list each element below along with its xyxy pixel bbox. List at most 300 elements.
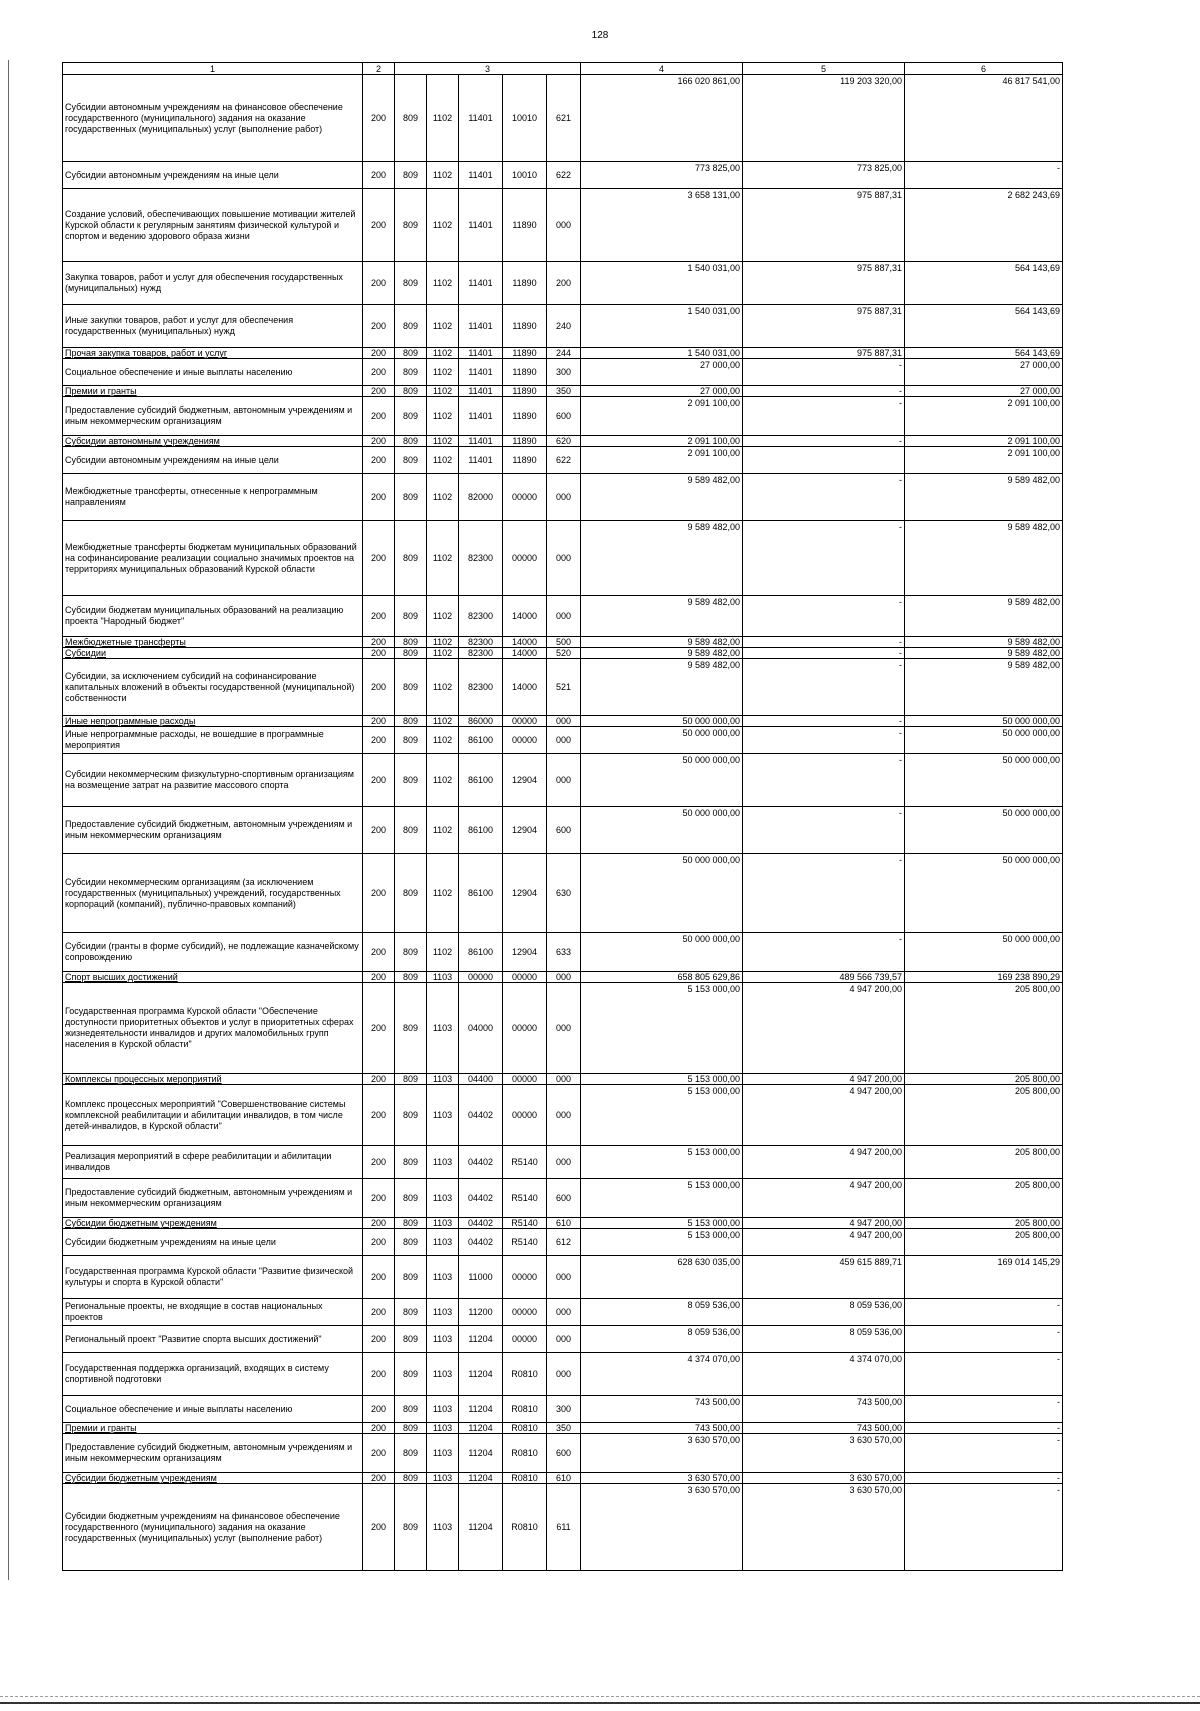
code-col-4: 86100	[459, 854, 503, 933]
code-col-3: 1103	[427, 1218, 459, 1229]
code-col-4: 04402	[459, 1229, 503, 1256]
row-name: Региональные проекты, не входящие в состав национальных проектов	[63, 1299, 363, 1326]
amount-col-6: -	[905, 162, 1063, 189]
code-col-2: 809	[395, 972, 427, 983]
amount-col-5: 743 500,00	[743, 1396, 905, 1423]
table-row	[63, 1218, 1063, 1229]
amount-col-4: 2 091 100,00	[581, 436, 743, 447]
code-col-6: 300	[547, 359, 581, 386]
row-name: Иные непрограммные расходы, не вошедшие в программные мероприятия	[63, 727, 363, 754]
code-col-4: 86100	[459, 807, 503, 854]
code-col-1: 200	[363, 1085, 395, 1146]
amount-col-5: -	[743, 359, 905, 386]
code-col-1: 200	[363, 75, 395, 162]
amount-col-5: 975 887,31	[743, 348, 905, 359]
code-col-2: 809	[395, 716, 427, 727]
code-col-6: 620	[547, 436, 581, 447]
code-col-3: 1103	[427, 1229, 459, 1256]
amount-col-4: 1 540 031,00	[581, 262, 743, 305]
amount-col-4: 4 374 070,00	[581, 1353, 743, 1396]
header-col-1: 1	[63, 63, 363, 75]
code-col-2: 809	[395, 1353, 427, 1396]
code-col-3: 1102	[427, 727, 459, 754]
code-col-1: 200	[363, 983, 395, 1074]
code-col-1: 200	[363, 521, 395, 596]
code-col-6: 000	[547, 754, 581, 807]
table-header-row	[63, 63, 1063, 75]
code-col-1: 200	[363, 474, 395, 521]
code-col-4: 04402	[459, 1085, 503, 1146]
amount-col-6: 2 091 100,00	[905, 397, 1063, 436]
budget-table	[62, 62, 1063, 1571]
amount-col-5: 3 630 570,00	[743, 1473, 905, 1484]
amount-col-5: 3 630 570,00	[743, 1434, 905, 1473]
header-col-6: 6	[905, 63, 1063, 75]
code-col-3: 1102	[427, 397, 459, 436]
code-col-5: R5140	[503, 1179, 547, 1218]
code-col-6: 600	[547, 807, 581, 854]
code-col-6: 244	[547, 348, 581, 359]
row-name: Спорт высших достижений	[63, 972, 363, 983]
amount-col-4: 5 153 000,00	[581, 1146, 743, 1179]
row-name: Субсидии бюджетным учреждениям на финансовое обеспечение государственного (муниципального) задания на оказание государственных (муниципальных) услуг (выполнение работ)	[63, 1484, 363, 1571]
code-col-6: 000	[547, 972, 581, 983]
code-col-6: 000	[547, 1299, 581, 1326]
code-col-5: 00000	[503, 716, 547, 727]
code-col-3: 1102	[427, 262, 459, 305]
amount-col-5: -	[743, 521, 905, 596]
code-col-5: R0810	[503, 1484, 547, 1571]
code-col-3: 1103	[427, 1434, 459, 1473]
table-row	[63, 854, 1063, 933]
amount-col-4: 9 589 482,00	[581, 596, 743, 637]
amount-col-5: 8 059 536,00	[743, 1299, 905, 1326]
amount-col-4: 50 000 000,00	[581, 727, 743, 754]
row-name: Премии и гранты	[63, 386, 363, 397]
code-col-1: 200	[363, 262, 395, 305]
amount-col-5: 4 947 200,00	[743, 1229, 905, 1256]
code-col-6: 300	[547, 1396, 581, 1423]
code-col-2: 809	[395, 521, 427, 596]
amount-col-5: -	[743, 659, 905, 716]
table-row	[63, 1074, 1063, 1085]
code-col-6: 000	[547, 474, 581, 521]
amount-col-5: 4 947 200,00	[743, 1218, 905, 1229]
code-col-5: 00000	[503, 1299, 547, 1326]
code-col-3: 1102	[427, 436, 459, 447]
amount-col-5: 8 059 536,00	[743, 1326, 905, 1353]
code-col-2: 809	[395, 305, 427, 348]
code-col-3: 1103	[427, 1179, 459, 1218]
row-name: Государственная поддержка организаций, входящих в систему спортивной подготовки	[63, 1353, 363, 1396]
code-col-3: 1102	[427, 474, 459, 521]
amount-col-4: 27 000,00	[581, 359, 743, 386]
code-col-5: 00000	[503, 474, 547, 521]
code-col-6: 612	[547, 1229, 581, 1256]
table-row	[63, 1146, 1063, 1179]
code-col-4: 11401	[459, 305, 503, 348]
table-row	[63, 1353, 1063, 1396]
code-col-5: 11890	[503, 359, 547, 386]
amount-col-5: 975 887,31	[743, 305, 905, 348]
code-col-5: 11890	[503, 436, 547, 447]
amount-col-5: -	[743, 754, 905, 807]
row-name: Иные закупки товаров, работ и услуг для обеспечения государственных (муниципальных) нужд	[63, 305, 363, 348]
code-col-2: 809	[395, 1179, 427, 1218]
code-col-6: 240	[547, 305, 581, 348]
code-col-1: 200	[363, 648, 395, 659]
code-col-1: 200	[363, 659, 395, 716]
amount-col-4: 50 000 000,00	[581, 933, 743, 972]
table-row	[63, 359, 1063, 386]
amount-col-4: 5 153 000,00	[581, 1085, 743, 1146]
code-col-2: 809	[395, 386, 427, 397]
code-col-2: 809	[395, 1229, 427, 1256]
code-col-3: 1102	[427, 637, 459, 648]
code-col-6: 000	[547, 727, 581, 754]
code-col-4: 11204	[459, 1484, 503, 1571]
amount-col-6: 50 000 000,00	[905, 727, 1063, 754]
table-row	[63, 716, 1063, 727]
code-col-1: 200	[363, 386, 395, 397]
code-col-2: 809	[395, 596, 427, 637]
code-col-6: 521	[547, 659, 581, 716]
table-row	[63, 1396, 1063, 1423]
code-col-6: 000	[547, 1085, 581, 1146]
code-col-4: 82300	[459, 596, 503, 637]
amount-col-4: 27 000,00	[581, 386, 743, 397]
amount-col-4: 628 630 035,00	[581, 1256, 743, 1299]
code-col-5: 14000	[503, 659, 547, 716]
table-row	[63, 162, 1063, 189]
row-name: Премии и гранты	[63, 1423, 363, 1434]
code-col-2: 809	[395, 75, 427, 162]
code-col-5: R0810	[503, 1473, 547, 1484]
row-name: Прочая закупка товаров, работ и услуг	[63, 348, 363, 359]
amount-col-6: 205 800,00	[905, 983, 1063, 1074]
row-name: Межбюджетные трансферты	[63, 637, 363, 648]
code-col-6: 350	[547, 1423, 581, 1434]
code-col-1: 200	[363, 637, 395, 648]
amount-col-5: 4 947 200,00	[743, 1085, 905, 1146]
code-col-4: 11401	[459, 397, 503, 436]
code-col-3: 1102	[427, 348, 459, 359]
code-col-1: 200	[363, 1326, 395, 1353]
code-col-6: 621	[547, 75, 581, 162]
code-col-1: 200	[363, 727, 395, 754]
code-col-2: 809	[395, 983, 427, 1074]
code-col-1: 200	[363, 447, 395, 474]
code-col-5: 14000	[503, 637, 547, 648]
row-name: Субсидии некоммерческим организациям (за исключением государственных (муниципальных) учреждений, государственных корпораций (компаний), публично-правовых компаний)	[63, 854, 363, 933]
row-name: Субсидии автономным учреждениям на финансовое обеспечение государственного (муниципального) задания на оказание государственных (муниципальных) услуг (выполнение работ)	[63, 75, 363, 162]
code-col-5: 11890	[503, 397, 547, 436]
code-col-6: 611	[547, 1484, 581, 1571]
code-col-1: 200	[363, 397, 395, 436]
amount-col-4: 5 153 000,00	[581, 1229, 743, 1256]
amount-col-6: 9 589 482,00	[905, 521, 1063, 596]
code-col-5: R5140	[503, 1229, 547, 1256]
code-col-5: R0810	[503, 1396, 547, 1423]
code-col-3: 1103	[427, 1423, 459, 1434]
amount-col-6: 50 000 000,00	[905, 807, 1063, 854]
amount-col-4: 5 153 000,00	[581, 1218, 743, 1229]
code-col-5: R5140	[503, 1146, 547, 1179]
code-col-1: 200	[363, 162, 395, 189]
code-col-4: 11401	[459, 359, 503, 386]
code-col-2: 809	[395, 1146, 427, 1179]
code-col-6: 000	[547, 1326, 581, 1353]
code-col-6: 610	[547, 1218, 581, 1229]
code-col-6: 000	[547, 1146, 581, 1179]
code-col-1: 200	[363, 1146, 395, 1179]
amount-col-5: 975 887,31	[743, 189, 905, 262]
code-col-5: 11890	[503, 348, 547, 359]
code-col-2: 809	[395, 659, 427, 716]
code-col-4: 86100	[459, 933, 503, 972]
row-name: Социальное обеспечение и иные выплаты населению	[63, 359, 363, 386]
amount-col-4: 658 805 629,86	[581, 972, 743, 983]
code-col-1: 200	[363, 1396, 395, 1423]
amount-col-6: 50 000 000,00	[905, 754, 1063, 807]
row-name: Субсидии автономным учреждениям	[63, 436, 363, 447]
code-col-6: 000	[547, 1256, 581, 1299]
code-col-6: 500	[547, 637, 581, 648]
amount-col-5: 489 566 739,57	[743, 972, 905, 983]
amount-col-6: 9 589 482,00	[905, 637, 1063, 648]
amount-col-6: 50 000 000,00	[905, 716, 1063, 727]
code-col-4: 04400	[459, 1074, 503, 1085]
code-col-4: 82300	[459, 659, 503, 716]
amount-col-6: 27 000,00	[905, 359, 1063, 386]
code-col-3: 1102	[427, 75, 459, 162]
amount-col-4: 3 630 570,00	[581, 1434, 743, 1473]
scan-left-edge	[8, 60, 9, 1580]
table-row	[63, 983, 1063, 1074]
row-name: Субсидии автономным учреждениям на иные цели	[63, 447, 363, 474]
amount-col-5: -	[743, 637, 905, 648]
amount-col-4: 3 658 131,00	[581, 189, 743, 262]
table-row	[63, 727, 1063, 754]
code-col-2: 809	[395, 1074, 427, 1085]
code-col-1: 200	[363, 1074, 395, 1085]
code-col-1: 200	[363, 1179, 395, 1218]
amount-col-6: -	[905, 1473, 1063, 1484]
amount-col-6: 9 589 482,00	[905, 474, 1063, 521]
code-col-2: 809	[395, 637, 427, 648]
code-col-1: 200	[363, 359, 395, 386]
table-row	[63, 659, 1063, 716]
code-col-4: 11401	[459, 162, 503, 189]
code-col-5: 11890	[503, 189, 547, 262]
code-col-5: R0810	[503, 1353, 547, 1396]
code-col-2: 809	[395, 189, 427, 262]
code-col-1: 200	[363, 933, 395, 972]
code-col-4: 11204	[459, 1353, 503, 1396]
table-row	[63, 436, 1063, 447]
table-row	[63, 1085, 1063, 1146]
code-col-2: 809	[395, 1484, 427, 1571]
code-col-5: 10010	[503, 75, 547, 162]
header-col-3: 3	[395, 63, 581, 75]
amount-col-4: 2 091 100,00	[581, 447, 743, 474]
code-col-3: 1103	[427, 972, 459, 983]
code-col-5: 12904	[503, 854, 547, 933]
row-name: Предоставление субсидий бюджетным, автономным учреждениям и иным некоммерческим организациям	[63, 1179, 363, 1218]
amount-col-5: 773 825,00	[743, 162, 905, 189]
code-col-1: 200	[363, 1299, 395, 1326]
header-col-2: 2	[363, 63, 395, 75]
amount-col-6: 169 238 890,29	[905, 972, 1063, 983]
code-col-6: 000	[547, 596, 581, 637]
code-col-6: 600	[547, 1179, 581, 1218]
code-col-5: 11890	[503, 262, 547, 305]
code-col-4: 11000	[459, 1256, 503, 1299]
code-col-1: 200	[363, 1473, 395, 1484]
header-col-4: 4	[581, 63, 743, 75]
row-name: Социальное обеспечение и иные выплаты населению	[63, 1396, 363, 1423]
code-col-5: 12904	[503, 933, 547, 972]
amount-col-6: 2 091 100,00	[905, 436, 1063, 447]
table-row	[63, 1256, 1063, 1299]
row-name: Предоставление субсидий бюджетным, автономным учреждениям и иным некоммерческим организациям	[63, 397, 363, 436]
amount-col-5: 4 947 200,00	[743, 983, 905, 1074]
table-row	[63, 754, 1063, 807]
amount-col-6: -	[905, 1299, 1063, 1326]
code-col-5: 00000	[503, 521, 547, 596]
code-col-1: 200	[363, 1218, 395, 1229]
code-col-3: 1102	[427, 648, 459, 659]
code-col-3: 1103	[427, 1326, 459, 1353]
row-name: Субсидии автономным учреждениям на иные цели	[63, 162, 363, 189]
code-col-5: 00000	[503, 1326, 547, 1353]
amount-col-5: 459 615 889,71	[743, 1256, 905, 1299]
code-col-3: 1102	[427, 386, 459, 397]
code-col-2: 809	[395, 1396, 427, 1423]
amount-col-4: 8 059 536,00	[581, 1299, 743, 1326]
page-number: 128	[591, 30, 609, 41]
code-col-2: 809	[395, 1423, 427, 1434]
code-col-5: 11890	[503, 447, 547, 474]
code-col-4: 11401	[459, 436, 503, 447]
amount-col-5: 4 947 200,00	[743, 1074, 905, 1085]
code-col-4: 11401	[459, 386, 503, 397]
amount-col-4: 50 000 000,00	[581, 754, 743, 807]
row-name: Субсидии, за исключением субсидий на софинансирование капитальных вложений в объекты государственной (муниципальной) собственности	[63, 659, 363, 716]
row-name: Комплекс процессных мероприятий "Совершенствование системы комплексной реабилитации и абилитации инвалидов, в том числе детей-инвалидов, в Курской области"	[63, 1085, 363, 1146]
amount-col-4: 50 000 000,00	[581, 807, 743, 854]
code-col-6: 610	[547, 1473, 581, 1484]
code-col-3: 1102	[427, 521, 459, 596]
table-row	[63, 637, 1063, 648]
row-name: Региональный проект "Развитие спорта высших достижений"	[63, 1326, 363, 1353]
code-col-4: 04000	[459, 983, 503, 1074]
code-col-3: 1102	[427, 754, 459, 807]
amount-col-6: 9 589 482,00	[905, 648, 1063, 659]
row-name: Межбюджетные трансферты бюджетам муниципальных образований на софинансирование реализации социально значимых проектов на территориях муниципальных образований Курской области	[63, 521, 363, 596]
code-col-4: 04402	[459, 1146, 503, 1179]
code-col-2: 809	[395, 854, 427, 933]
amount-col-4: 5 153 000,00	[581, 1179, 743, 1218]
code-col-3: 1103	[427, 1353, 459, 1396]
code-col-2: 809	[395, 262, 427, 305]
row-name: Государственная программа Курской области "Обеспечение доступности приоритетных объектов и услуг в приоритетных сферах жизнедеятельности инвалидов и других маломобильных групп населения в Курской области"	[63, 983, 363, 1074]
code-col-4: 11204	[459, 1326, 503, 1353]
amount-col-4: 8 059 536,00	[581, 1326, 743, 1353]
code-col-6: 000	[547, 1353, 581, 1396]
code-col-5: R0810	[503, 1423, 547, 1434]
code-col-4: 11401	[459, 189, 503, 262]
code-col-2: 809	[395, 648, 427, 659]
code-col-6: 630	[547, 854, 581, 933]
amount-col-4: 1 540 031,00	[581, 305, 743, 348]
code-col-2: 809	[395, 727, 427, 754]
code-col-3: 1103	[427, 1085, 459, 1146]
amount-col-4: 1 540 031,00	[581, 348, 743, 359]
amount-col-4: 50 000 000,00	[581, 716, 743, 727]
amount-col-4: 9 589 482,00	[581, 637, 743, 648]
row-name: Субсидии бюджетным учреждениям	[63, 1218, 363, 1229]
code-col-4: 04402	[459, 1218, 503, 1229]
scan-bottom-edge	[0, 1702, 1200, 1704]
row-name: Иные непрограммные расходы	[63, 716, 363, 727]
amount-col-6: -	[905, 1396, 1063, 1423]
code-col-3: 1102	[427, 659, 459, 716]
code-col-2: 809	[395, 1299, 427, 1326]
code-col-1: 200	[363, 754, 395, 807]
code-col-3: 1103	[427, 1074, 459, 1085]
code-col-5: 14000	[503, 596, 547, 637]
amount-col-6: 205 800,00	[905, 1146, 1063, 1179]
code-col-3: 1102	[427, 189, 459, 262]
code-col-4: 11204	[459, 1473, 503, 1484]
amount-col-5: 4 374 070,00	[743, 1353, 905, 1396]
amount-col-5: -	[743, 436, 905, 447]
amount-col-5: 4 947 200,00	[743, 1146, 905, 1179]
code-col-1: 200	[363, 305, 395, 348]
amount-col-5: -	[743, 807, 905, 854]
amount-col-5: 4 947 200,00	[743, 1179, 905, 1218]
table-row	[63, 386, 1063, 397]
table-row	[63, 1179, 1063, 1218]
amount-col-6: -	[905, 1484, 1063, 1571]
row-name: Предоставление субсидий бюджетным, автономным учреждениям и иным некоммерческим организациям	[63, 807, 363, 854]
amount-col-5: -	[743, 474, 905, 521]
code-col-4: 11401	[459, 447, 503, 474]
amount-col-6: 205 800,00	[905, 1074, 1063, 1085]
table-row	[63, 447, 1063, 474]
amount-col-4: 9 589 482,00	[581, 474, 743, 521]
code-col-1: 200	[363, 972, 395, 983]
amount-col-4: 9 589 482,00	[581, 659, 743, 716]
amount-col-5: -	[743, 716, 905, 727]
amount-col-5: -	[743, 933, 905, 972]
amount-col-6: 9 589 482,00	[905, 596, 1063, 637]
code-col-3: 1102	[427, 716, 459, 727]
row-name: Создание условий, обеспечивающих повышение мотивации жителей Курской области к регулярным занятиям физической культурой и спортом и ведению здорового образа жизни	[63, 189, 363, 262]
code-col-5: 00000	[503, 972, 547, 983]
code-col-4: 86000	[459, 716, 503, 727]
amount-col-5	[743, 447, 905, 474]
code-col-4: 11401	[459, 75, 503, 162]
row-name: Субсидии	[63, 648, 363, 659]
amount-col-5: 3 630 570,00	[743, 1484, 905, 1571]
code-col-6: 622	[547, 447, 581, 474]
code-col-5: 00000	[503, 1074, 547, 1085]
code-col-2: 809	[395, 754, 427, 807]
code-col-1: 200	[363, 1434, 395, 1473]
amount-col-4: 9 589 482,00	[581, 521, 743, 596]
